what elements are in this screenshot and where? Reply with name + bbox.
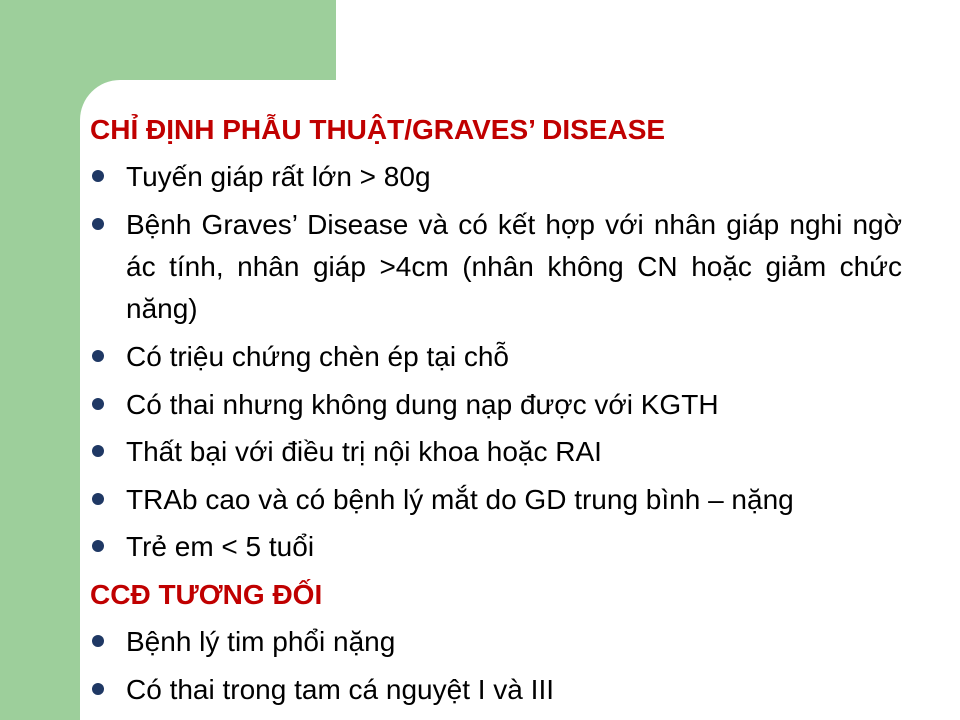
list-item [90,621,902,663]
round-bullet-icon [92,350,104,362]
list-item [90,431,902,473]
round-bullet-icon [92,445,104,457]
list-item [90,156,902,198]
round-bullet-icon [92,540,104,552]
list-item-text: Thất bại với điều trị nội khoa hoặc RAI [126,436,602,467]
round-bullet-icon [92,170,104,182]
list-item [90,479,902,521]
list-item [90,336,902,378]
list-item-text: Có triệu chứng chèn ép tại chỗ [126,341,509,372]
list-item-text: TRAb cao và có bệnh lý mắt do GD trung bình – nặng [126,484,794,515]
list-item-text: Có thai trong tam cá nguyệt I và III [126,674,554,705]
round-bullet-icon [92,635,104,647]
round-bullet-icon [92,683,104,695]
list-item-text: Tuyến giáp rất lớn > 80g [126,161,431,192]
heading-relative-contraindications: CCĐ TƯƠNG ĐỐI [90,579,323,610]
list-item [90,526,902,568]
round-bullet-icon [92,493,104,505]
heading-surgical-indications: CHỈ ĐỊNH PHẪU THUẬT/GRAVES’ DISEASE [90,114,666,145]
list-item-text: Trẻ em < 5 tuổi [126,531,315,562]
round-bullet-icon [92,218,104,230]
list-item-text: Bệnh lý tim phổi nặng [126,626,396,657]
round-bullet-icon [92,398,104,410]
list-item-text: Bệnh Graves’ Disease và có kết hợp với nhân giáp nghi ngờ ác tính, nhân giáp >4cm (nhân không CN hoặc giảm chức năng) [126,209,902,324]
list-item [90,384,902,426]
list-item [90,669,902,711]
list-item-text: Có thai nhưng không dung nạp được với KGTH [126,389,719,420]
list-item [90,204,902,330]
